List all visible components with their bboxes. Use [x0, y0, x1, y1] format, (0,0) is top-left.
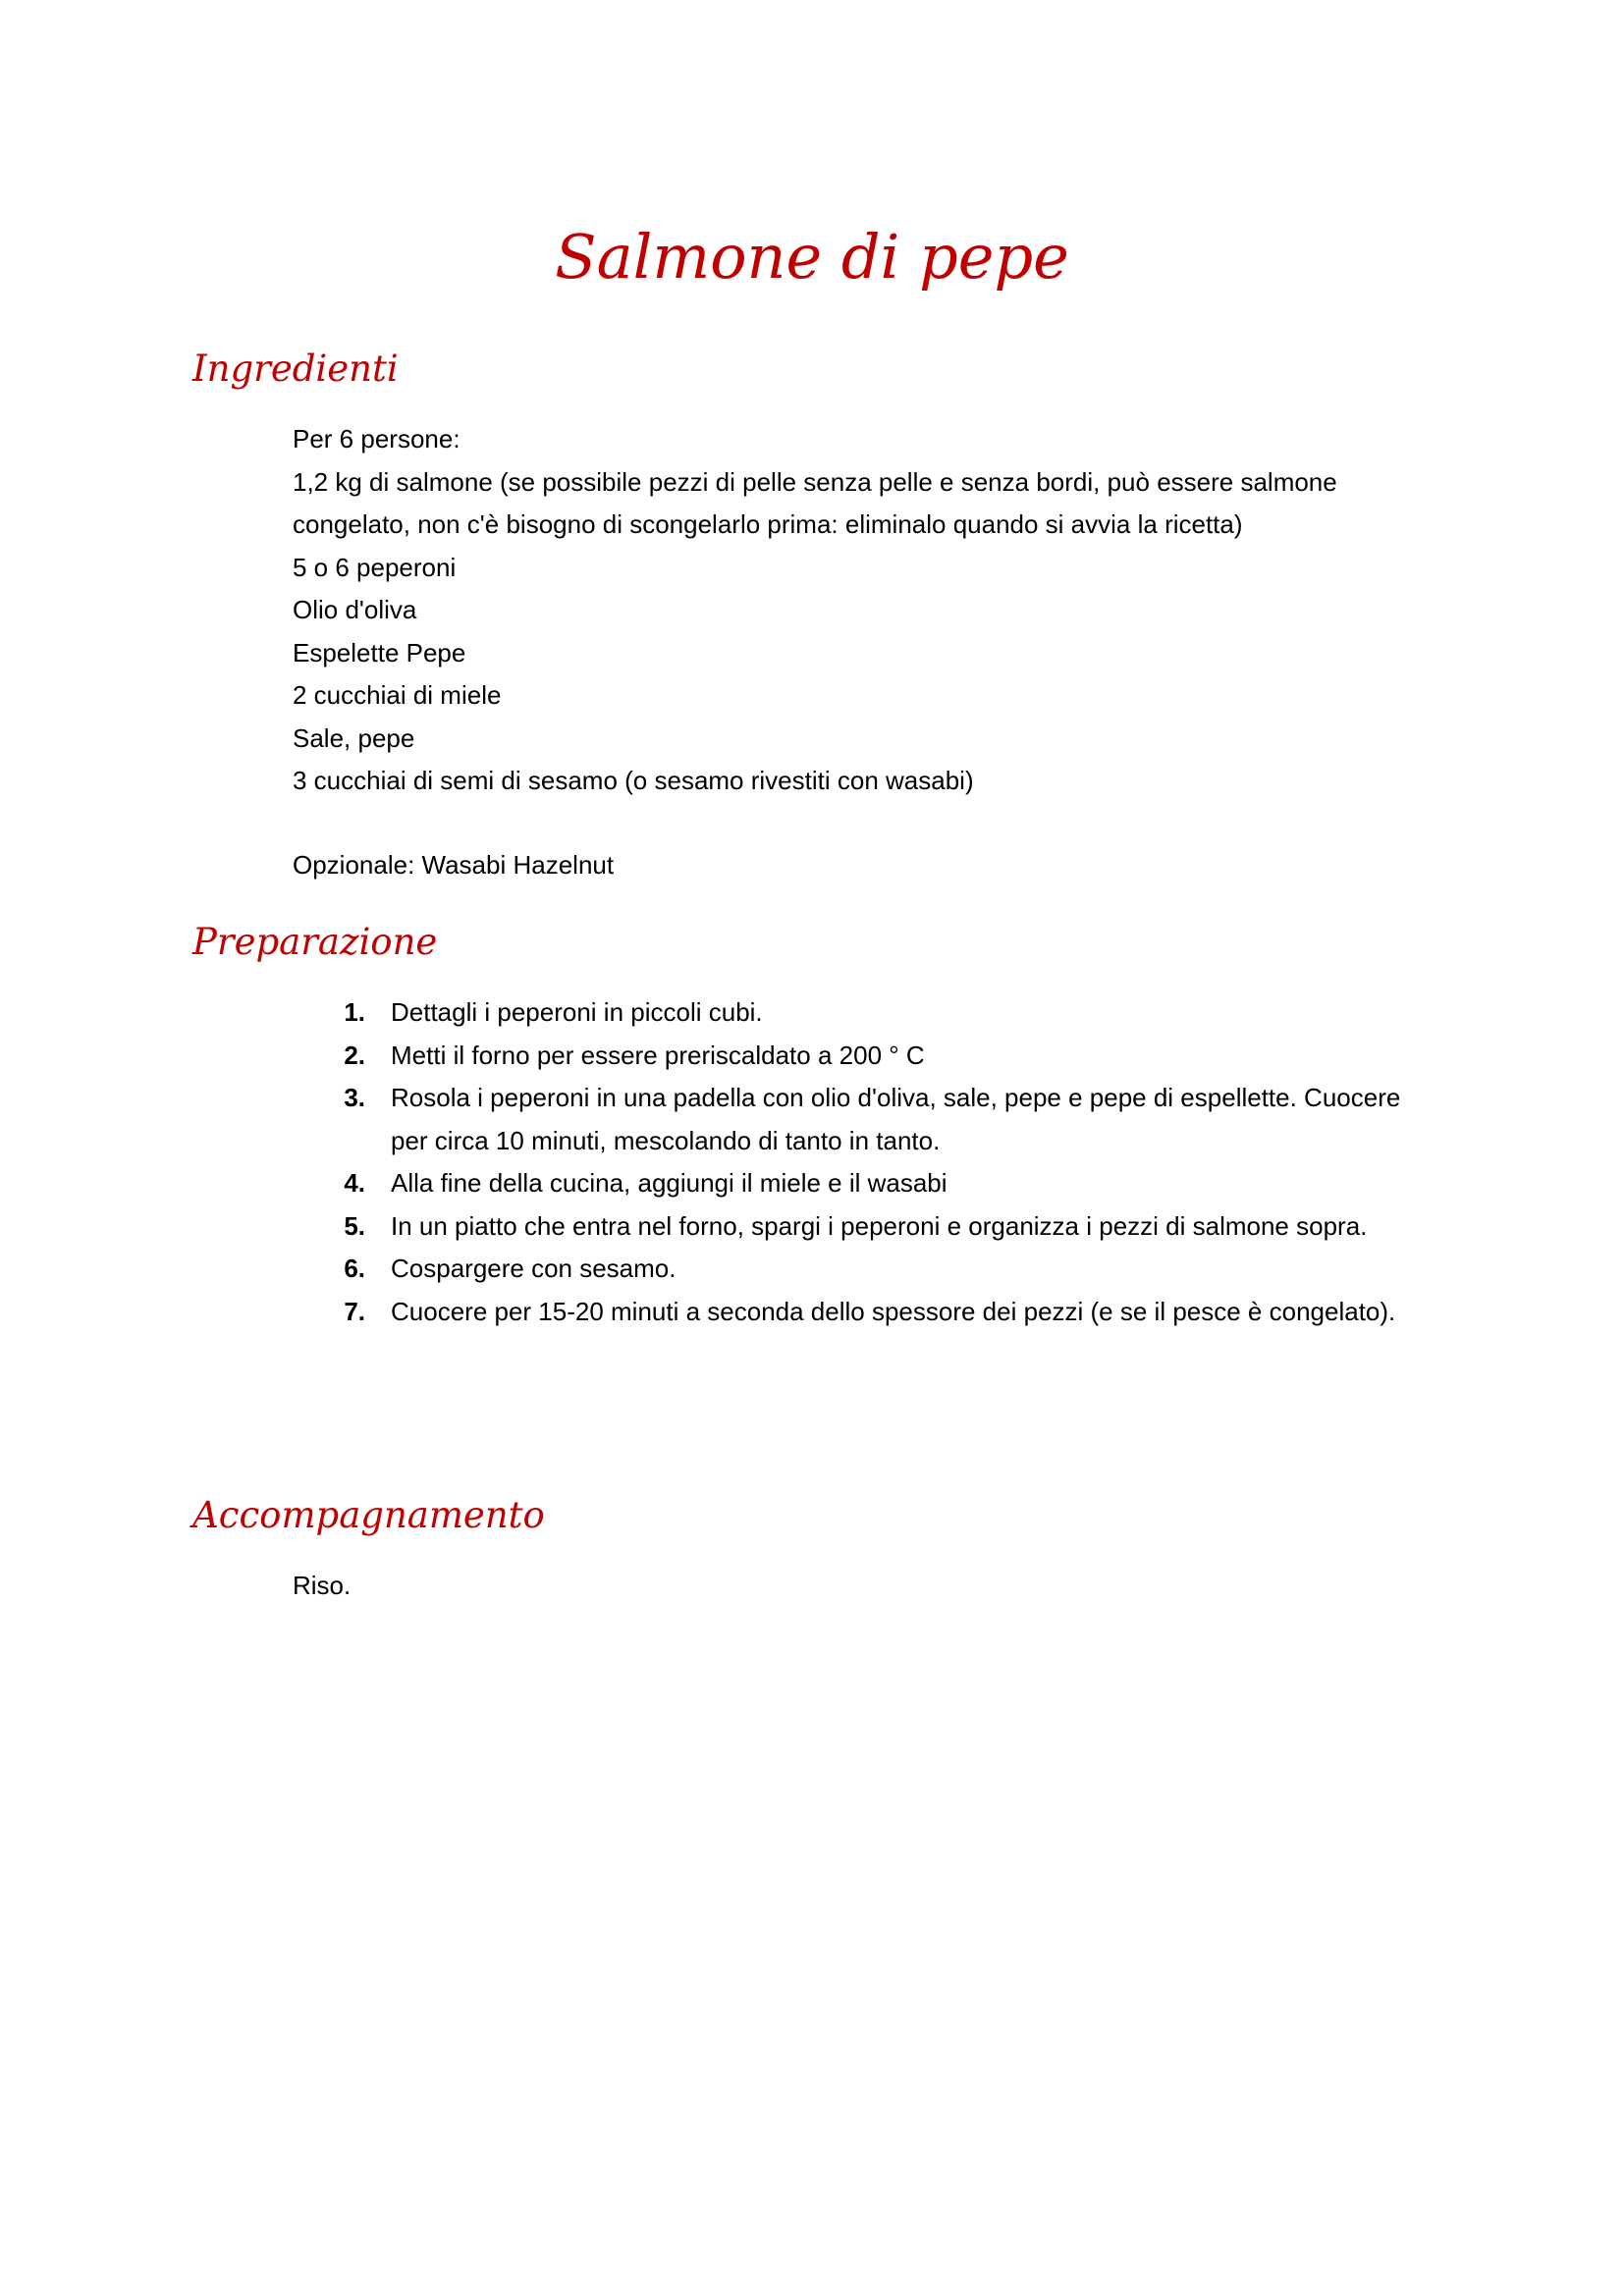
step-item — [293, 1035, 1422, 1078]
preparation-heading: Preparazione — [192, 921, 438, 963]
step-text: Alla fine della cucina, aggiungi il miele e il wasabi — [391, 1168, 947, 1198]
ingredients-list — [293, 418, 1422, 803]
ingredient-item: Sale, pepe — [293, 722, 415, 753]
ingredient-item: 1,2 kg di salmone (se possibile pezzi di pelle senza pelle e senza bordi, può essere salmone congelato, non c'è bisogno di scongelarlo prima: eliminalo quando si avvia la ricetta) — [293, 466, 1337, 539]
step-item — [293, 1205, 1422, 1249]
step-item — [293, 991, 1422, 1035]
step-item — [293, 1162, 1422, 1205]
step-number: 7. — [344, 1296, 365, 1326]
ingredient-item: Espelette Pepe — [293, 637, 466, 667]
step-text: Cospargere con sesamo. — [391, 1254, 677, 1283]
ingredient-item: 2 cucchiai di miele — [293, 680, 502, 710]
step-text: Dettagli i peperoni in piccoli cubi. — [391, 997, 763, 1027]
step-text: Metti il forno per essere preriscaldato a 200 ° C — [391, 1040, 925, 1070]
page-title: Salmone di pepe — [555, 221, 1069, 293]
step-text: Cuocere per 15-20 minuti a seconda dello spessore dei pezzi (e se il pesce è congelato). — [391, 1296, 1396, 1326]
ingredient-item: Per 6 persone: — [293, 424, 460, 454]
step-number: 1. — [344, 997, 365, 1027]
ingredient-item: Olio d'oliva — [293, 595, 417, 624]
step-item — [293, 1077, 1422, 1162]
optional-ingredient: Opzionale: Wasabi Hazelnut — [293, 850, 615, 880]
accompaniment-heading: Accompagnamento — [192, 1494, 545, 1536]
step-number: 5. — [344, 1210, 365, 1241]
step-item — [293, 1291, 1422, 1334]
accompaniment-text: Riso. — [293, 1571, 352, 1600]
step-number: 6. — [344, 1254, 365, 1283]
ingredient-item: 5 o 6 peperoni — [293, 552, 457, 582]
step-number: 2. — [344, 1040, 365, 1070]
ingredient-item: 3 cucchiai di semi di sesamo (o sesamo rivestiti con wasabi) — [293, 766, 974, 795]
step-text: Rosola i peperoni in una padella con olio d'oliva, sale, pepe e pepe di espellette. Cuocere per circa 10 minuti, mescolando di tanto in tanto. — [391, 1083, 1401, 1155]
ingredients-heading: Ingredienti — [192, 347, 399, 390]
step-item — [293, 1248, 1422, 1291]
step-text: In un piatto che entra nel forno, spargi i peperoni e organizza i pezzi di salmone sopra. — [391, 1210, 1368, 1241]
step-number: 4. — [344, 1168, 365, 1198]
step-number: 3. — [344, 1083, 365, 1112]
preparation-steps — [293, 991, 1422, 1333]
